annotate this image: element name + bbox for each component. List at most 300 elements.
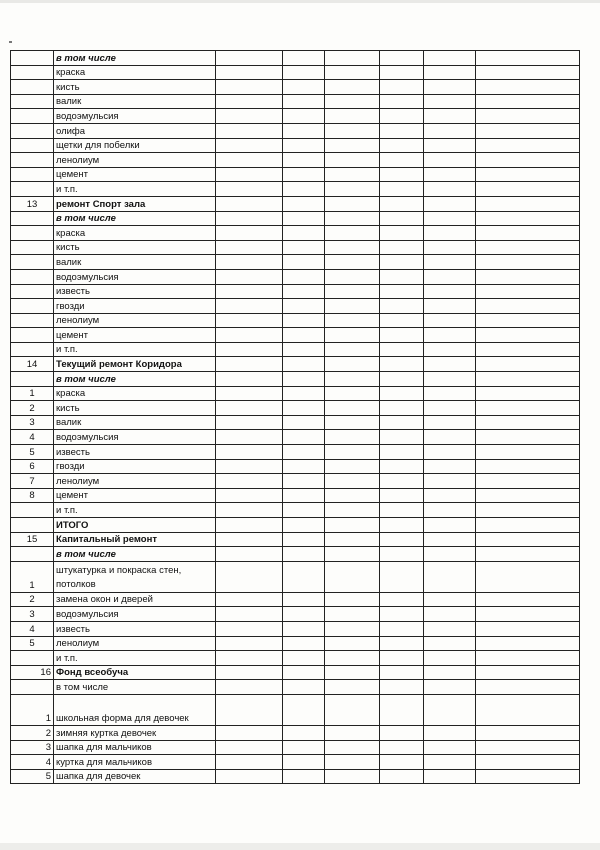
empty-cell bbox=[283, 401, 325, 416]
row-number: 2 bbox=[11, 592, 54, 607]
row-label: в том числе bbox=[54, 372, 216, 387]
row-number bbox=[11, 342, 54, 357]
empty-cell bbox=[380, 372, 424, 387]
empty-cell bbox=[216, 269, 283, 284]
table-body bbox=[11, 51, 580, 784]
empty-cell bbox=[476, 357, 580, 372]
table-row bbox=[11, 607, 580, 622]
empty-cell bbox=[325, 94, 380, 109]
empty-cell bbox=[424, 372, 476, 387]
empty-cell bbox=[283, 299, 325, 314]
empty-cell bbox=[476, 65, 580, 80]
row-number bbox=[11, 94, 54, 109]
empty-cell bbox=[424, 680, 476, 695]
empty-cell bbox=[283, 592, 325, 607]
empty-cell bbox=[283, 328, 325, 343]
empty-cell bbox=[216, 167, 283, 182]
empty-cell bbox=[476, 532, 580, 547]
empty-cell bbox=[325, 561, 380, 592]
empty-cell bbox=[424, 415, 476, 430]
empty-cell bbox=[325, 459, 380, 474]
empty-cell bbox=[380, 636, 424, 651]
empty-cell bbox=[380, 621, 424, 636]
empty-cell bbox=[380, 211, 424, 226]
row-label: кисть bbox=[54, 401, 216, 416]
empty-cell bbox=[283, 518, 325, 533]
row-number bbox=[11, 138, 54, 153]
empty-cell bbox=[476, 561, 580, 592]
table-row bbox=[11, 474, 580, 489]
row-number: 4 bbox=[11, 430, 54, 445]
empty-cell bbox=[216, 561, 283, 592]
empty-cell bbox=[380, 342, 424, 357]
empty-cell bbox=[476, 694, 580, 725]
row-number: 2 bbox=[11, 401, 54, 416]
empty-cell bbox=[380, 503, 424, 518]
empty-cell bbox=[476, 503, 580, 518]
empty-cell bbox=[325, 342, 380, 357]
row-number bbox=[11, 547, 54, 562]
row-number: 1 bbox=[11, 386, 54, 401]
empty-cell bbox=[476, 518, 580, 533]
empty-cell bbox=[216, 651, 283, 666]
empty-cell bbox=[424, 561, 476, 592]
empty-cell bbox=[424, 109, 476, 124]
table-row bbox=[11, 255, 580, 270]
empty-cell bbox=[283, 503, 325, 518]
empty-cell bbox=[380, 328, 424, 343]
empty-cell bbox=[424, 607, 476, 622]
empty-cell bbox=[424, 755, 476, 770]
table-row bbox=[11, 725, 580, 740]
table-row bbox=[11, 592, 580, 607]
empty-cell bbox=[380, 357, 424, 372]
empty-cell bbox=[380, 518, 424, 533]
row-label: в том числе bbox=[54, 680, 216, 695]
table-row bbox=[11, 386, 580, 401]
empty-cell bbox=[424, 211, 476, 226]
table-row bbox=[11, 211, 580, 226]
empty-cell bbox=[424, 196, 476, 211]
empty-cell bbox=[216, 153, 283, 168]
empty-cell bbox=[283, 415, 325, 430]
empty-cell bbox=[216, 740, 283, 755]
empty-cell bbox=[476, 725, 580, 740]
row-number: 6 bbox=[11, 459, 54, 474]
table-row bbox=[11, 518, 580, 533]
row-number bbox=[11, 226, 54, 241]
row-label: ремонт Спорт зала bbox=[54, 196, 216, 211]
empty-cell bbox=[283, 109, 325, 124]
empty-cell bbox=[476, 80, 580, 95]
empty-cell bbox=[380, 299, 424, 314]
empty-cell bbox=[476, 665, 580, 680]
row-label: цемент bbox=[54, 167, 216, 182]
row-label: кисть bbox=[54, 80, 216, 95]
empty-cell bbox=[216, 94, 283, 109]
empty-cell bbox=[325, 284, 380, 299]
table-row bbox=[11, 357, 580, 372]
empty-cell bbox=[216, 725, 283, 740]
empty-cell bbox=[216, 532, 283, 547]
empty-cell bbox=[283, 123, 325, 138]
row-number: 16 bbox=[11, 665, 54, 680]
empty-cell bbox=[424, 547, 476, 562]
empty-cell bbox=[325, 769, 380, 784]
row-number bbox=[11, 680, 54, 695]
table-row bbox=[11, 459, 580, 474]
empty-cell bbox=[216, 621, 283, 636]
empty-cell bbox=[380, 109, 424, 124]
empty-cell bbox=[325, 211, 380, 226]
row-label: шапка для мальчиков bbox=[54, 740, 216, 755]
row-number: 14 bbox=[11, 357, 54, 372]
empty-cell bbox=[476, 153, 580, 168]
row-label: известь bbox=[54, 445, 216, 460]
empty-cell bbox=[216, 680, 283, 695]
empty-cell bbox=[283, 269, 325, 284]
empty-cell bbox=[283, 607, 325, 622]
row-label: Фонд всеобуча bbox=[54, 665, 216, 680]
empty-cell bbox=[325, 138, 380, 153]
empty-cell bbox=[476, 445, 580, 460]
empty-cell bbox=[424, 94, 476, 109]
row-number bbox=[11, 255, 54, 270]
empty-cell bbox=[380, 153, 424, 168]
page-edge-bottom bbox=[0, 843, 600, 850]
empty-cell bbox=[216, 474, 283, 489]
row-number: 8 bbox=[11, 488, 54, 503]
empty-cell bbox=[216, 401, 283, 416]
row-number: 13 bbox=[11, 196, 54, 211]
empty-cell bbox=[283, 80, 325, 95]
empty-cell bbox=[325, 182, 380, 197]
row-label: ленолиум bbox=[54, 474, 216, 489]
row-number bbox=[11, 284, 54, 299]
empty-cell bbox=[216, 226, 283, 241]
empty-cell bbox=[325, 372, 380, 387]
empty-cell bbox=[325, 313, 380, 328]
empty-cell bbox=[424, 386, 476, 401]
row-label: и т.п. bbox=[54, 182, 216, 197]
empty-cell bbox=[424, 255, 476, 270]
row-number bbox=[11, 167, 54, 182]
row-label: краска bbox=[54, 65, 216, 80]
row-label: школьная форма для девочек bbox=[54, 694, 216, 725]
empty-cell bbox=[476, 196, 580, 211]
row-label: водоэмульсия bbox=[54, 269, 216, 284]
empty-cell bbox=[380, 255, 424, 270]
empty-cell bbox=[380, 269, 424, 284]
empty-cell bbox=[283, 445, 325, 460]
row-number bbox=[11, 211, 54, 226]
table-row bbox=[11, 401, 580, 416]
empty-cell bbox=[424, 357, 476, 372]
empty-cell bbox=[424, 299, 476, 314]
row-label: ленолиум bbox=[54, 153, 216, 168]
empty-cell bbox=[476, 226, 580, 241]
empty-cell bbox=[216, 386, 283, 401]
empty-cell bbox=[325, 65, 380, 80]
row-number bbox=[11, 123, 54, 138]
table-row bbox=[11, 284, 580, 299]
empty-cell bbox=[325, 474, 380, 489]
empty-cell bbox=[424, 153, 476, 168]
empty-cell bbox=[424, 694, 476, 725]
empty-cell bbox=[476, 459, 580, 474]
row-number bbox=[11, 269, 54, 284]
empty-cell bbox=[325, 607, 380, 622]
empty-cell bbox=[216, 488, 283, 503]
empty-cell bbox=[424, 240, 476, 255]
empty-cell bbox=[424, 488, 476, 503]
empty-cell bbox=[216, 109, 283, 124]
empty-cell bbox=[216, 65, 283, 80]
empty-cell bbox=[216, 211, 283, 226]
row-number: 2 bbox=[11, 725, 54, 740]
row-label: в том числе bbox=[54, 51, 216, 66]
empty-cell bbox=[283, 694, 325, 725]
row-label: в том числе bbox=[54, 211, 216, 226]
table-row bbox=[11, 196, 580, 211]
row-label: шапка для девочек bbox=[54, 769, 216, 784]
empty-cell bbox=[216, 755, 283, 770]
empty-cell bbox=[325, 109, 380, 124]
empty-cell bbox=[325, 740, 380, 755]
empty-cell bbox=[325, 153, 380, 168]
empty-cell bbox=[424, 123, 476, 138]
row-number: 3 bbox=[11, 415, 54, 430]
empty-cell bbox=[476, 109, 580, 124]
empty-cell bbox=[380, 430, 424, 445]
row-number: 1 bbox=[11, 561, 54, 592]
empty-cell bbox=[216, 503, 283, 518]
empty-cell bbox=[325, 694, 380, 725]
row-number bbox=[11, 328, 54, 343]
empty-cell bbox=[476, 607, 580, 622]
row-label: и т.п. bbox=[54, 342, 216, 357]
empty-cell bbox=[325, 240, 380, 255]
row-label: олифа bbox=[54, 123, 216, 138]
table-row bbox=[11, 532, 580, 547]
table-row bbox=[11, 415, 580, 430]
row-label: водоэмульсия bbox=[54, 109, 216, 124]
empty-cell bbox=[380, 459, 424, 474]
empty-cell bbox=[216, 694, 283, 725]
empty-cell bbox=[283, 94, 325, 109]
empty-cell bbox=[325, 415, 380, 430]
row-label: гвозди bbox=[54, 299, 216, 314]
empty-cell bbox=[380, 488, 424, 503]
table-row bbox=[11, 694, 580, 725]
empty-cell bbox=[325, 167, 380, 182]
empty-cell bbox=[476, 386, 580, 401]
empty-cell bbox=[283, 342, 325, 357]
empty-cell bbox=[424, 532, 476, 547]
table-row bbox=[11, 651, 580, 666]
table-row bbox=[11, 109, 580, 124]
empty-cell bbox=[216, 328, 283, 343]
empty-cell bbox=[380, 561, 424, 592]
empty-cell bbox=[424, 80, 476, 95]
empty-cell bbox=[325, 445, 380, 460]
table-row bbox=[11, 80, 580, 95]
empty-cell bbox=[380, 182, 424, 197]
row-number bbox=[11, 299, 54, 314]
table-row bbox=[11, 621, 580, 636]
row-label: и т.п. bbox=[54, 503, 216, 518]
empty-cell bbox=[216, 80, 283, 95]
table-row bbox=[11, 665, 580, 680]
empty-cell bbox=[216, 459, 283, 474]
empty-cell bbox=[380, 94, 424, 109]
table-row bbox=[11, 123, 580, 138]
empty-cell bbox=[424, 328, 476, 343]
row-label: валик bbox=[54, 255, 216, 270]
empty-cell bbox=[476, 284, 580, 299]
empty-cell bbox=[476, 328, 580, 343]
empty-cell bbox=[380, 80, 424, 95]
empty-cell bbox=[216, 607, 283, 622]
row-label: Капитальный ремонт bbox=[54, 532, 216, 547]
empty-cell bbox=[325, 651, 380, 666]
empty-cell bbox=[216, 636, 283, 651]
row-number: 4 bbox=[11, 755, 54, 770]
empty-cell bbox=[380, 313, 424, 328]
empty-cell bbox=[476, 488, 580, 503]
empty-cell bbox=[476, 269, 580, 284]
empty-cell bbox=[283, 255, 325, 270]
row-number bbox=[11, 372, 54, 387]
empty-cell bbox=[424, 269, 476, 284]
row-label: ИТОГО bbox=[54, 518, 216, 533]
budget-table bbox=[10, 50, 580, 784]
empty-cell bbox=[325, 123, 380, 138]
row-number bbox=[11, 651, 54, 666]
empty-cell bbox=[283, 680, 325, 695]
table-row bbox=[11, 182, 580, 197]
table-row bbox=[11, 138, 580, 153]
table-row bbox=[11, 167, 580, 182]
empty-cell bbox=[380, 740, 424, 755]
empty-cell bbox=[325, 51, 380, 66]
empty-cell bbox=[325, 680, 380, 695]
empty-cell bbox=[424, 313, 476, 328]
empty-cell bbox=[380, 694, 424, 725]
empty-cell bbox=[325, 80, 380, 95]
empty-cell bbox=[283, 547, 325, 562]
row-number: 5 bbox=[11, 636, 54, 651]
empty-cell bbox=[380, 386, 424, 401]
empty-cell bbox=[424, 459, 476, 474]
empty-cell bbox=[216, 445, 283, 460]
row-number bbox=[11, 182, 54, 197]
empty-cell bbox=[476, 415, 580, 430]
empty-cell bbox=[283, 386, 325, 401]
row-number bbox=[11, 65, 54, 80]
row-label: в том числе bbox=[54, 547, 216, 562]
empty-cell bbox=[424, 182, 476, 197]
table-row bbox=[11, 226, 580, 241]
empty-cell bbox=[283, 474, 325, 489]
empty-cell bbox=[216, 518, 283, 533]
empty-cell bbox=[476, 769, 580, 784]
empty-cell bbox=[283, 167, 325, 182]
empty-cell bbox=[476, 372, 580, 387]
row-number: 3 bbox=[11, 740, 54, 755]
empty-cell bbox=[380, 665, 424, 680]
row-number: 15 bbox=[11, 532, 54, 547]
empty-cell bbox=[325, 401, 380, 416]
row-label: цемент bbox=[54, 328, 216, 343]
empty-cell bbox=[380, 123, 424, 138]
row-label: ленолиум bbox=[54, 636, 216, 651]
table-row bbox=[11, 561, 580, 592]
row-label: валик bbox=[54, 94, 216, 109]
empty-cell bbox=[424, 651, 476, 666]
empty-cell bbox=[283, 561, 325, 592]
empty-cell bbox=[325, 269, 380, 284]
empty-cell bbox=[424, 401, 476, 416]
empty-cell bbox=[380, 445, 424, 460]
table-row bbox=[11, 153, 580, 168]
empty-cell bbox=[216, 255, 283, 270]
empty-cell bbox=[424, 342, 476, 357]
row-label: щетки для побелки bbox=[54, 138, 216, 153]
empty-cell bbox=[424, 665, 476, 680]
row-label: куртка для мальчиков bbox=[54, 755, 216, 770]
empty-cell bbox=[424, 503, 476, 518]
empty-cell bbox=[476, 182, 580, 197]
empty-cell bbox=[325, 518, 380, 533]
table-row bbox=[11, 769, 580, 784]
empty-cell bbox=[216, 284, 283, 299]
empty-cell bbox=[476, 621, 580, 636]
empty-cell bbox=[283, 636, 325, 651]
table-row bbox=[11, 269, 580, 284]
empty-cell bbox=[380, 51, 424, 66]
empty-cell bbox=[424, 592, 476, 607]
table-row bbox=[11, 342, 580, 357]
empty-cell bbox=[476, 240, 580, 255]
row-number bbox=[11, 313, 54, 328]
empty-cell bbox=[283, 725, 325, 740]
empty-cell bbox=[424, 445, 476, 460]
empty-cell bbox=[325, 357, 380, 372]
row-number bbox=[11, 51, 54, 66]
empty-cell bbox=[476, 138, 580, 153]
row-label: кисть bbox=[54, 240, 216, 255]
empty-cell bbox=[380, 138, 424, 153]
empty-cell bbox=[216, 547, 283, 562]
empty-cell bbox=[283, 182, 325, 197]
table-row bbox=[11, 51, 580, 66]
empty-cell bbox=[380, 474, 424, 489]
table-row bbox=[11, 636, 580, 651]
empty-cell bbox=[283, 755, 325, 770]
row-number bbox=[11, 109, 54, 124]
row-label: известь bbox=[54, 284, 216, 299]
empty-cell bbox=[380, 680, 424, 695]
empty-cell bbox=[380, 401, 424, 416]
empty-cell bbox=[424, 65, 476, 80]
empty-cell bbox=[325, 503, 380, 518]
page-edge-top bbox=[0, 0, 600, 3]
empty-cell bbox=[325, 755, 380, 770]
empty-cell bbox=[216, 138, 283, 153]
row-label: цемент bbox=[54, 488, 216, 503]
table-row bbox=[11, 94, 580, 109]
